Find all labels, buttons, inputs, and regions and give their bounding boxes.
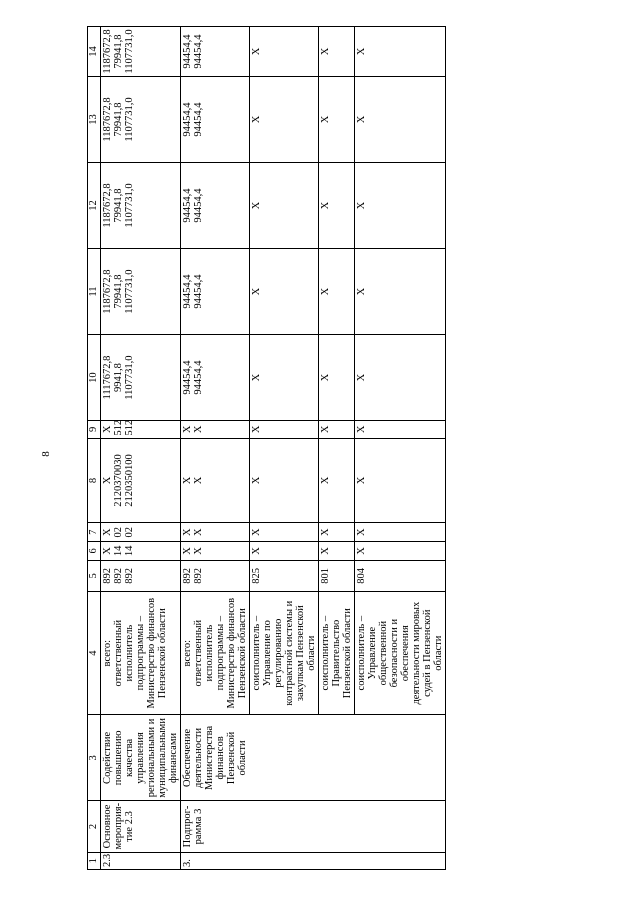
cell-col9 <box>101 421 181 438</box>
header-cell: 9 <box>88 421 101 438</box>
cell-value: X <box>193 528 205 537</box>
executor-total: всего: <box>102 639 113 667</box>
cell-value: 02 <box>124 526 136 538</box>
cell-col13: X <box>355 76 446 162</box>
cell-value: X <box>193 476 205 485</box>
table-row <box>181 27 250 870</box>
cell-col13 <box>101 76 181 162</box>
header-cell: 3 <box>88 715 101 801</box>
cell-col9 <box>181 421 250 438</box>
cell-value: 892 <box>113 567 125 584</box>
cell-col5 <box>101 560 181 591</box>
cell-value: 1107731,0 <box>124 269 136 314</box>
cell-value: 1107731,0 <box>124 29 136 74</box>
cell-value: 1187672,8 <box>102 269 113 314</box>
cell-col6 <box>181 542 250 561</box>
cell-value: 94454,4 <box>182 188 194 223</box>
cell-value: 1187672,8 <box>102 29 113 74</box>
cell-col8: X <box>355 438 446 523</box>
cell-col11 <box>101 249 181 335</box>
cell-value: 1117672,8 <box>102 355 113 400</box>
cell-value: X <box>102 476 113 485</box>
cell-col8 <box>101 438 181 523</box>
cell-col7: X <box>355 523 446 542</box>
row-name: Основное мероприя-тие 2.3 <box>101 801 181 852</box>
cell-col14 <box>101 27 181 77</box>
cell-col6: X <box>250 542 319 561</box>
header-cell: 11 <box>88 249 101 335</box>
cell-col9: X <box>250 421 319 438</box>
cell-col6 <box>101 542 181 561</box>
cell-col11: X <box>355 249 446 335</box>
cell-value: X <box>182 547 194 555</box>
cell-value: 512 <box>113 419 125 436</box>
executor-cell: соисполнитель – Правительство Пензенской области <box>319 591 355 714</box>
table-row <box>101 27 181 870</box>
header-cell: 1 <box>88 852 101 869</box>
header-cell: 13 <box>88 76 101 162</box>
cell-value: 79941,8 <box>113 102 125 137</box>
cell-value: 2120350100 <box>124 454 136 507</box>
row-number: 2.3 <box>101 852 181 869</box>
executor-responsible: ответственный исполнитель подпрограммы – Министерство финансов Пензенской области <box>193 597 249 709</box>
cell-value: 2120370030 <box>113 454 125 507</box>
cell-value: 94454,4 <box>193 360 205 395</box>
cell-value: X <box>182 476 194 485</box>
cell-col7 <box>101 523 181 542</box>
cell-value: 02 <box>113 526 125 538</box>
cell-col10: X <box>319 335 355 421</box>
cell-value: X <box>102 425 113 434</box>
cell-value: X <box>182 425 194 434</box>
row-goal: Обеспечение деятельности Министерства финансов Пензенской области <box>181 715 446 801</box>
header-cell: 8 <box>88 438 101 523</box>
cell-col14 <box>181 27 250 77</box>
header-row <box>88 27 101 870</box>
cell-value: 94454,4 <box>193 102 205 137</box>
cell-value: 94454,4 <box>193 34 205 69</box>
cell-col13: X <box>250 76 319 162</box>
cell-value: 94454,4 <box>182 102 194 137</box>
cell-value: 94454,4 <box>182 360 194 395</box>
cell-value: 14 <box>113 545 125 557</box>
executor-cell <box>181 591 250 714</box>
cell-col10 <box>181 335 250 421</box>
header-cell: 12 <box>88 163 101 249</box>
cell-col12: X <box>355 163 446 249</box>
cell-value: X <box>193 547 205 555</box>
cell-value: 79941,8 <box>113 34 125 69</box>
row-goal: Содействие повышению качества управления региональными и муниципальными финансами <box>101 715 181 801</box>
executor-cell <box>101 591 181 714</box>
cell-value: 94454,4 <box>182 274 194 309</box>
cell-col13: X <box>319 76 355 162</box>
cell-col12 <box>181 163 250 249</box>
cell-value: 1107731,0 <box>124 97 136 142</box>
cell-col12: X <box>319 163 355 249</box>
cell-col10 <box>101 335 181 421</box>
cell-col7 <box>181 523 250 542</box>
cell-col5: 801 <box>319 560 355 591</box>
cell-col5: 804 <box>355 560 446 591</box>
cell-value: X <box>193 425 205 434</box>
row-number: 3. <box>181 852 446 869</box>
cell-col6: X <box>319 542 355 561</box>
cell-col14: X <box>250 27 319 77</box>
cell-value: 1187672,8 <box>102 183 113 228</box>
cell-col14: X <box>355 27 446 77</box>
cell-value: 79941,8 <box>113 188 125 223</box>
cell-value: 1187672,8 <box>102 97 113 142</box>
header-cell: 10 <box>88 335 101 421</box>
cell-col8 <box>181 438 250 523</box>
cell-value: 9941,8 <box>113 363 125 393</box>
header-cell: 2 <box>88 801 101 852</box>
cell-col7: X <box>250 523 319 542</box>
cell-value: 79941,8 <box>113 274 125 309</box>
cell-value: 892 <box>124 567 136 584</box>
header-cell: 5 <box>88 560 101 591</box>
cell-col6: X <box>355 542 446 561</box>
executor-cell: соисполнитель – Управление общественной безопасности и обеспечения деятельности мировых судей в Пензенской области <box>355 591 446 714</box>
cell-value: 94454,4 <box>193 274 205 309</box>
cell-value: 1107731,0 <box>124 183 136 228</box>
cell-value: 1107731,0 <box>124 355 136 400</box>
cell-value: X <box>182 528 194 537</box>
page-number: 8 <box>40 451 52 457</box>
cell-col8: X <box>250 438 319 523</box>
cell-value: 892 <box>182 567 194 584</box>
cell-value: 94454,4 <box>182 34 194 69</box>
cell-col5: 825 <box>250 560 319 591</box>
cell-col12 <box>101 163 181 249</box>
cell-col11 <box>181 249 250 335</box>
cell-col10: X <box>250 335 319 421</box>
cell-col10: X <box>355 335 446 421</box>
cell-value: X <box>102 528 113 537</box>
cell-col9: X <box>355 421 446 438</box>
cell-col13 <box>181 76 250 162</box>
cell-col8: X <box>319 438 355 523</box>
cell-value: X <box>102 547 113 555</box>
cell-col12: X <box>250 163 319 249</box>
budget-table <box>87 26 446 870</box>
row-name: Подпрог-рамма 3 <box>181 801 446 852</box>
header-cell: 6 <box>88 542 101 561</box>
cell-col9: X <box>319 421 355 438</box>
header-cell: 4 <box>88 591 101 714</box>
cell-col11: X <box>250 249 319 335</box>
rotated-table-container <box>87 26 586 870</box>
cell-col14: X <box>319 27 355 77</box>
executor-total: всего: <box>182 639 194 667</box>
cell-value: 94454,4 <box>193 188 205 223</box>
cell-value: 512 <box>124 419 136 436</box>
cell-value: 892 <box>193 567 205 584</box>
cell-col7: X <box>319 523 355 542</box>
cell-value: 892 <box>102 567 113 584</box>
executor-cell: соисполнитель – Управление по регулированию контрактной системы и закупкам Пензенской области <box>250 591 319 714</box>
cell-col11: X <box>319 249 355 335</box>
cell-col5 <box>181 560 250 591</box>
header-cell: 7 <box>88 523 101 542</box>
cell-value: 14 <box>124 545 136 557</box>
header-cell: 14 <box>88 27 101 77</box>
executor-responsible: ответственный исполнитель подпрограммы – Министерство финансов Пензенской области <box>113 597 169 709</box>
